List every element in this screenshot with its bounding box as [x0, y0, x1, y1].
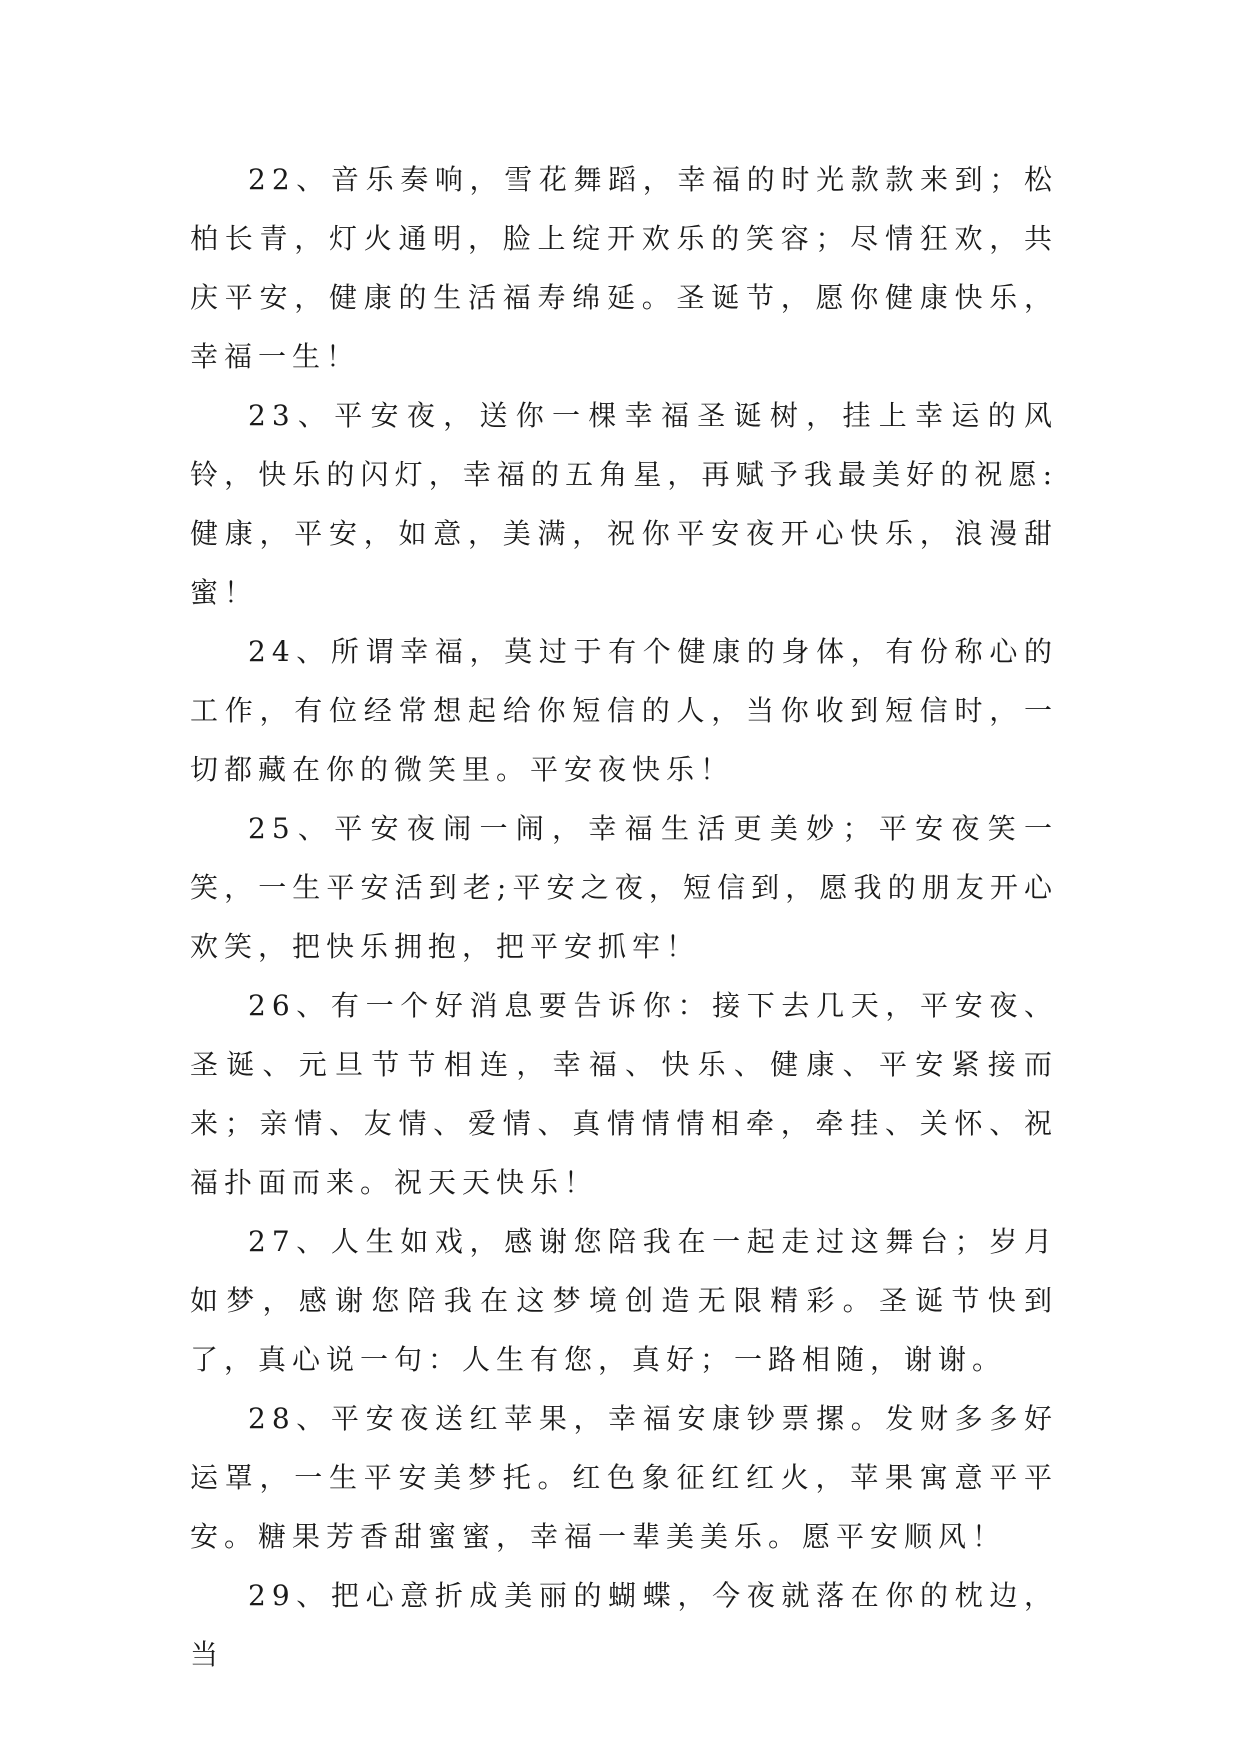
paragraph-25: 25、平安夜闹一闹，幸福生活更美妙；平安夜笑一笑，一生平安活到老;平安之夜，短信到，愿我的朋友开心欢笑，把快乐拥抱，把平安抓牢！: [190, 812, 1058, 963]
paragraph-28: 28、平安夜送红苹果，幸福安康钞票摞。发财多多好运罩，一生平安美梦托。红色象征红红火，苹果寓意平平安。糖果芳香甜蜜蜜，幸福一辈美美乐。愿平安顺风！: [190, 1402, 1058, 1553]
paragraph-23: 23、平安夜，送你一棵幸福圣诞树，挂上幸运的风铃，快乐的闪灯，幸福的五角星，再赋予我最美好的祝愿:健康，平安，如意，美满，祝你平安夜开心快乐，浪漫甜蜜！: [190, 399, 1058, 609]
paragraph-29: 29、把心意折成美丽的蝴蝶，今夜就落在你的枕边，当: [190, 1579, 1058, 1671]
document-body: [190, 150, 1058, 1684]
paragraph-24: 24、所谓幸福，莫过于有个健康的身体，有份称心的工作，有位经常想起给你短信的人，当你收到短信时，一切都藏在你的微笑里。平安夜快乐！: [190, 635, 1058, 786]
paragraph-26: 26、有一个好消息要告诉你：接下去几天，平安夜、圣诞、元旦节节相连，幸福、快乐、健康、平安紧接而来；亲情、友情、爱情、真情情情相牵，牵挂、关怀、祝福扑面而来。祝天天快乐！: [190, 989, 1058, 1199]
paragraph-27: 27、人生如戏，感谢您陪我在一起走过这舞台；岁月如梦，感谢您陪我在这梦境创造无限精彩。圣诞节快到了，真心说一句：人生有您，真好；一路相随，谢谢。: [190, 1225, 1058, 1376]
paragraph-22: 22、音乐奏响，雪花舞蹈，幸福的时光款款来到；松柏长青，灯火通明，脸上绽开欢乐的笑容；尽情狂欢，共庆平安，健康的生活福寿绵延。圣诞节，愿你健康快乐，幸福一生！: [190, 163, 1058, 373]
